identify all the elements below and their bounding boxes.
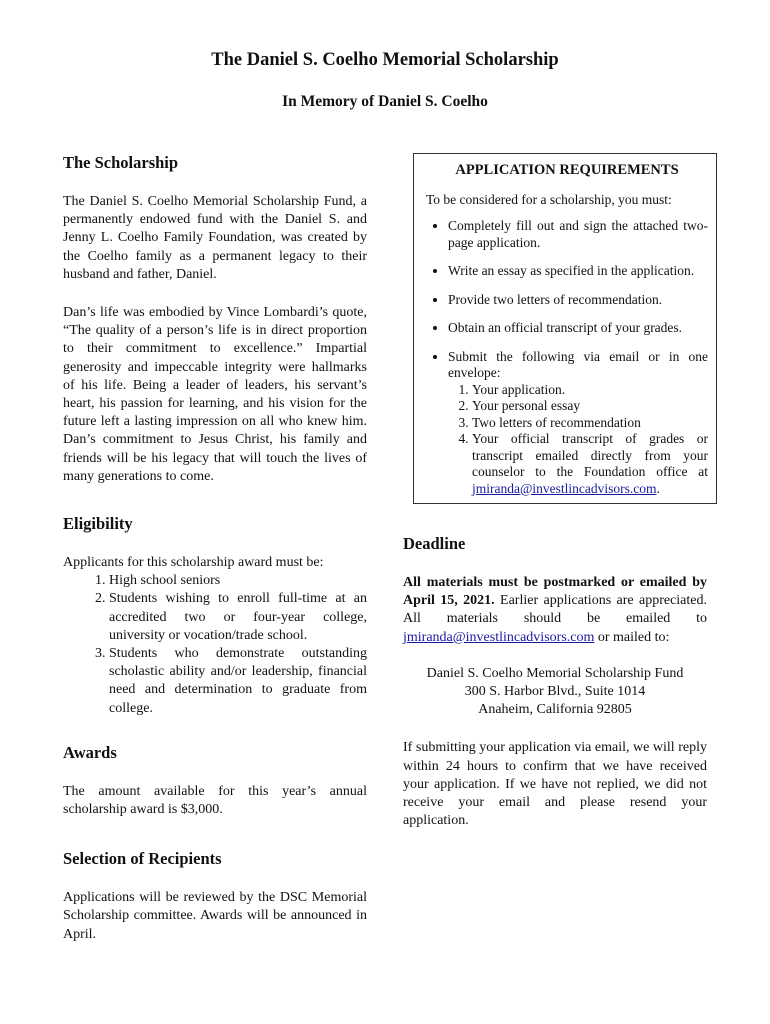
submit-subitem [472, 431, 708, 497]
awards-heading: Awards [63, 742, 117, 762]
selection-text: Applications will be reviewed by the DSC Memorial Scholarship committee. Awards will be announced in April. [63, 890, 367, 942]
submit-subitem: 2. Your personal essay [472, 398, 708, 415]
deadline-text: Earlier applications are appreciated. All materials should be emailed to [403, 593, 707, 627]
address-line-1: Daniel S. Coelho Memorial Scholarship Fund [426, 665, 684, 681]
scholarship-paragraph-1: The Daniel S. Coelho Memorial Scholarship Fund, a permanently endowed fund with the Daniel S. and Jenny L. Coelho Family Foundation, was created by the Coelho family as a permanent legacy to their husband and father, Daniel. [63, 194, 367, 282]
submit-subitem: 1. Your application. [472, 382, 708, 399]
document-subtitle: In Memory of Daniel S. Coelho [282, 93, 488, 110]
requirements-intro: To be considered for a scholarship, you must: [426, 192, 672, 207]
eligibility-item: 1. High school seniors [109, 572, 367, 590]
email-reply-note: If submitting your application via email, we will reply within 24 hours to confirm that we have received your application. If we have not replied, we did not receive your email and please resend your application. [403, 740, 707, 829]
right-column [403, 153, 707, 830]
eligibility-item: 3. Students who demonstrate outstanding scholastic ability and/or leadership, financial need and determination to graduate from college. [109, 645, 367, 718]
requirement-item: • Obtain an official transcript of your grades. [448, 320, 708, 337]
scholarship-paragraph-2: Dan’s life was embodied by Vince Lombardi’s quote, “The quality of a person’s life is in direct proportion to their commitment to excellence.” Impartial generosity and impeccable integrity were hallmarks of his life. Being a leader of leaders, his servant’s heart, his passion for learning, and his vision for the future left a lasting impression on all who knew him. Dan’s commitment to Jesus Christ, his family and friends will be his legacy that will touch the lives of many generations to come. [63, 305, 367, 484]
address-line-3: Anaheim, California 92805 [478, 702, 632, 718]
eligibility-intro: Applicants for this scholarship award must be: [63, 555, 324, 571]
deadline-heading: Deadline [403, 534, 466, 553]
submit-subitem: 3. Two letters of recommendation [472, 415, 708, 432]
mailing-address [403, 665, 707, 720]
address-line-2: 300 S. Harbor Blvd., Suite 1014 [464, 684, 646, 700]
requirement-item-submit [448, 349, 708, 498]
deadline-bold-text: All materials must be postmarked or emailed by April 15, 2021. [403, 575, 707, 609]
left-column [63, 153, 367, 944]
transcript-text: Your official transcript of grades or transcript emailed directly from your counselor to the Foundation office at [472, 431, 708, 479]
scholarship-heading: The Scholarship [63, 153, 179, 172]
submit-text: Submit the following via email or in one envelope: [448, 348, 708, 380]
submit-sublist [448, 382, 708, 498]
document-title: The Daniel S. Coelho Memorial Scholarship [211, 50, 559, 70]
awards-text: The amount available for this year’s annual scholarship award is $3,000. [63, 783, 367, 818]
requirements-email-link[interactable]: jmiranda@investlincadvisors.com [472, 480, 657, 496]
eligibility-heading: Eligibility [63, 514, 133, 534]
deadline-text-end: or mailed to: [594, 629, 670, 645]
requirements-title: APPLICATION REQUIREMENTS [455, 162, 679, 178]
application-requirements-box [413, 153, 717, 504]
deadline-paragraph [403, 574, 707, 647]
requirement-item: • Completely fill out and sign the attached two-page application. [448, 218, 708, 251]
selection-heading: Selection of Recipients [63, 849, 222, 869]
deadline-email-link[interactable]: jmiranda@investlincadvisors.com [403, 629, 595, 645]
email-period: . [656, 480, 660, 496]
requirement-item: • Provide two letters of recommendation. [448, 292, 708, 309]
eligibility-item: 2. Students wishing to enroll full-time at an accredited two or four-year college, university or vocation/trade school. [109, 590, 367, 645]
eligibility-list [63, 572, 367, 718]
requirements-list [426, 218, 708, 497]
requirement-item: • Write an essay as specified in the application. [448, 263, 708, 280]
